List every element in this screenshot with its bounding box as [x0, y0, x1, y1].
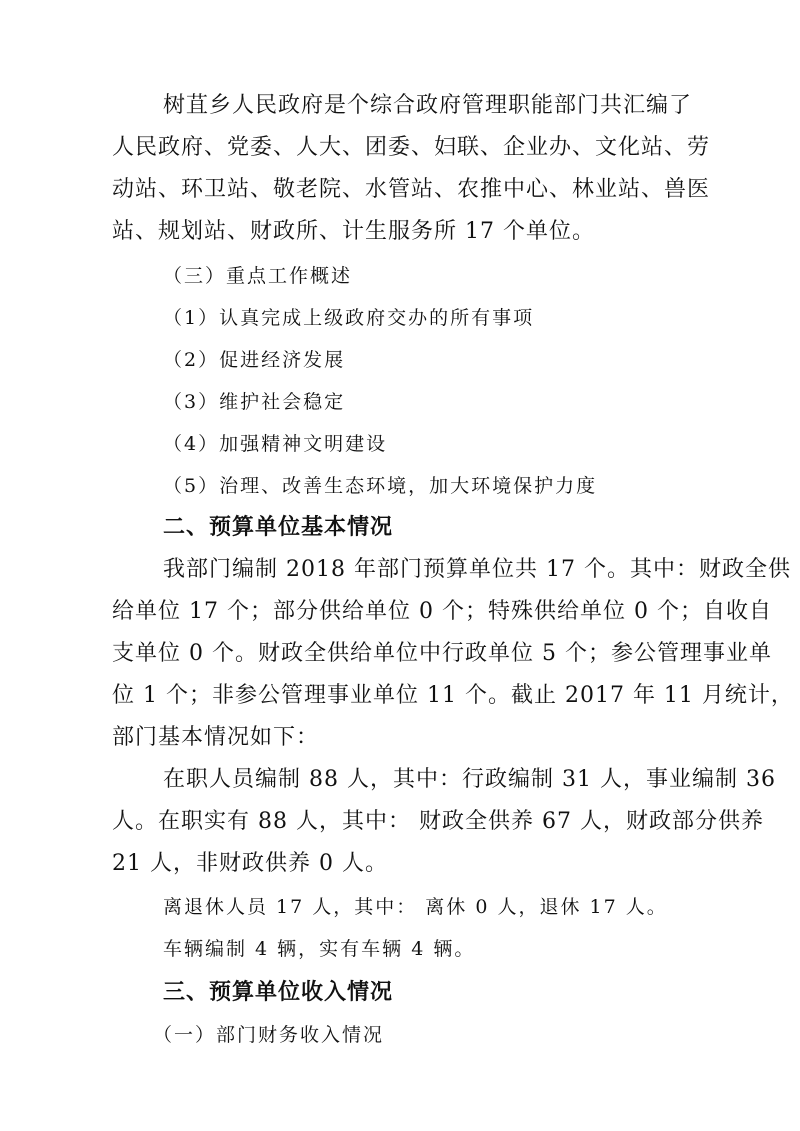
section-heading: 二、预算单位基本情况: [163, 515, 394, 540]
list-item: （4）加强精神文明建设: [163, 433, 388, 455]
paragraph-line: 给单位 17 个；部分供给单位 0 个；特殊供给单位 0 个；自收自: [112, 599, 772, 624]
list-item: （2）促进经济发展: [163, 349, 346, 371]
paragraph-line: 离退休人员 17 人，其中： 离休 0 人，退休 17 人。: [163, 896, 668, 918]
subsection-heading: （一）部门财务收入情况: [153, 1024, 385, 1046]
paragraph-line: 在职人员编制 88 人，其中：行政编制 31 人，事业编制 36: [163, 767, 776, 792]
paragraph-line: 动站、环卫站、敬老院、水管站、农推中心、林业站、兽医: [112, 177, 711, 202]
list-item: （3）维护社会稳定: [163, 391, 346, 413]
paragraph-line: 人民政府、党委、人大、团委、妇联、企业办、文化站、劳: [112, 135, 711, 160]
paragraph-line: 站、规划站、财政所、计生服务所 17 个单位。: [112, 219, 595, 244]
paragraph-line: 树苴乡人民政府是个综合政府管理职能部门共汇编了: [163, 93, 693, 118]
section-heading: 三、预算单位收入情况: [163, 980, 394, 1005]
paragraph-line: 人。在职实有 88 人，其中： 财政全供养 67 人，财政部分供养: [112, 809, 764, 834]
paragraph-line: 21 人，非财政供养 0 人。: [112, 851, 388, 876]
list-item: （5）治理、改善生态环境，加大环境保护力度: [163, 475, 598, 497]
paragraph-line: 位 1 个；非参公管理事业单位 11 个。截止 2017 年 11 月统计，: [112, 683, 794, 708]
section-heading: （三）重点工作概述: [163, 265, 353, 287]
paragraph-line: 部门基本情况如下：: [112, 725, 320, 750]
paragraph-line: 我部门编制 2018 年部门预算单位共 17 个。其中：财政全供: [163, 557, 791, 582]
paragraph-line: 支单位 0 个。财政全供给单位中行政单位 5 个；参公管理事业单: [112, 641, 772, 666]
paragraph-line: 车辆编制 4 辆，实有车辆 4 辆。: [163, 938, 476, 960]
list-item: （1）认真完成上级政府交办的所有事项: [163, 307, 535, 329]
